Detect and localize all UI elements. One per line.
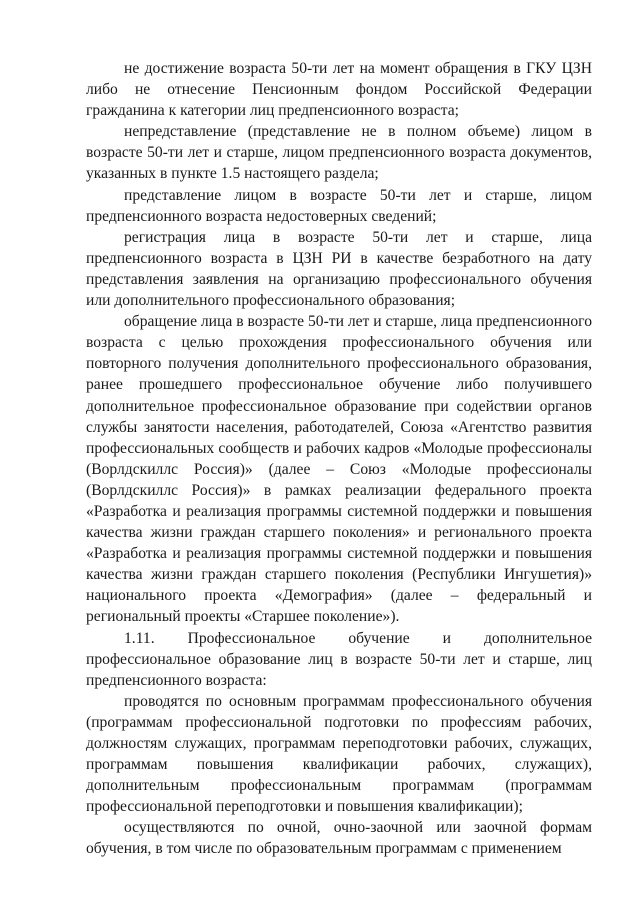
paragraph-forms-of-study: осуществляются по очной, очно-заочной или заочной формам обучения, в том числе по образовательным программам с применением: [86, 819, 592, 858]
paragraph-condition-documents: непредставление (представление не в полном объеме) лицом в возрасте 50-ти лет и старше, лицом предпенсионного возраста документов, указанных в пункте 1.5 настоящего раздела;: [86, 123, 592, 183]
paragraph-programs: проводятся по основным программам профессионального обучения (программам профессиональной подготовки по профессиям рабочих, должностям служащих, программам переподготовки рабочих, служащих, программам повышения квалификации рабочих, служащих), дополнительным профессиональным программам (программам профессиональной переподготовки и повышения квалификации);: [86, 692, 592, 816]
paragraph-condition-age: не достижение возраста 50-ти лет на момент обращения в ГКУ ЦЗН либо не отнесение Пенсионным фондом Российской Федерации гражданина к категории лиц предпенсионного возраста;: [86, 60, 592, 120]
document-body: [86, 58, 592, 860]
paragraph-section-1-11: 1.11. Профессиональное обучение и дополнительное профессиональное образование лиц в возрасте 50-ти лет и старше, лиц предпенсионного возраста:: [86, 629, 592, 689]
paragraph-condition-false-info: представление лицом в возрасте 50-ти лет и старше, лицом предпенсионного возраста недостоверных сведений;: [86, 186, 592, 225]
paragraph-condition-repeat-training: обращение лица в возрасте 50-ти лет и старше, лица предпенсионного возраста с целью прохождения профессионального обучения или повторного получения дополнительного профессионального образования, ранее прошедшего профессиональное обучение либо получившего дополнительное профессиональное образование при содействии органов службы занятости населения, работодателей, Союза «Агентство развития профессиональных сообществ и рабочих кадров «Молодые профессионалы (Ворлдскиллс Россия)» (далее – Союз «Молодые профессионалы (Ворлдскиллс Россия)» в рамках реализации федерального проекта «Разработка и реализация программы системной поддержки и повышения качества жизни граждан старшего поколения» и регионального проекта «Разработка и реализация программы системной поддержки и повышения качества жизни граждан старшего поколения (Республики Ингушетия)» национального проекта «Демография» (далее – федеральный и региональный проекты «Старшее поколение»).: [86, 313, 592, 626]
paragraph-condition-unemployed-registration: регистрация лица в возрасте 50-ти лет и старше, лица предпенсионного возраста в ЦЗН РИ в качестве безработного на дату представления заявления на организацию профессионального обучения или дополнительного профессионального образования;: [86, 228, 592, 310]
